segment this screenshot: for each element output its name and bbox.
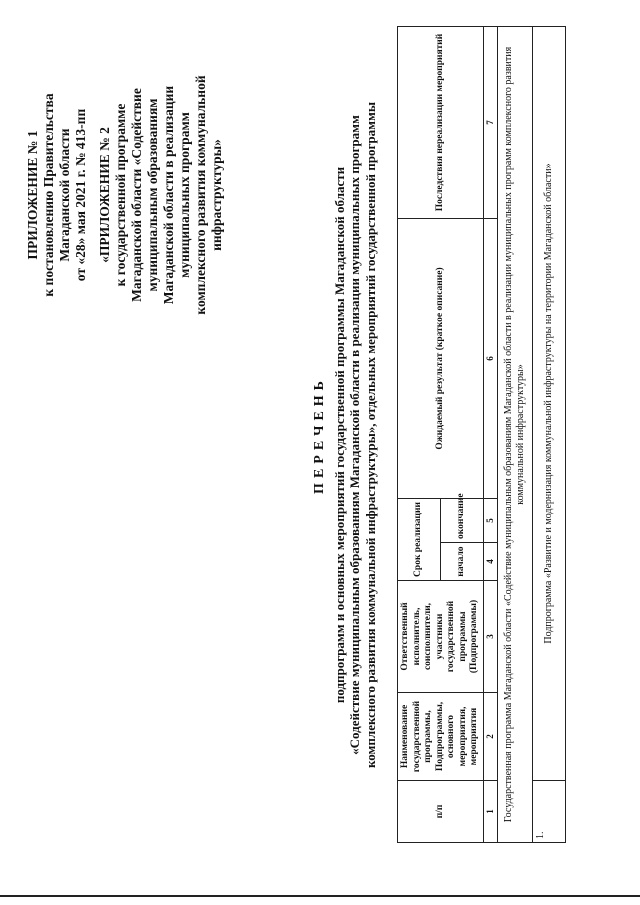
column-number: 3: [483, 581, 498, 693]
program-cell: Государственная программа Магаданской области «Содействие муниципальным образованиям Магаданской области в реализации муниципальных программ комплексного развития коммунальной инфраструктуры»: [498, 27, 533, 843]
title-line: комплексного развития коммунальной инфраструктуры», отдельных мероприятий государственной программы: [362, 102, 378, 769]
appendix-line: «ПРИЛОЖЕНИЕ № 2: [97, 127, 112, 263]
program-row: [498, 27, 533, 843]
header-cell-result: Ожидаемый результат (краткое описание): [398, 219, 484, 499]
subprogram-number: 1.: [533, 781, 566, 843]
header-cell-start: начало: [440, 543, 483, 581]
title-line: подпрограмм и основных мероприятий государственной программы Магаданской области: [331, 166, 347, 704]
column-number-row: [483, 27, 498, 843]
appendix-line: Магаданской области в реализации: [161, 85, 176, 305]
header-cell-name: Наименование государственной программы, Подпрограммы, основного мероприятия, мероприятия: [398, 693, 484, 781]
rotated-document-page: [17, 15, 622, 855]
spacer: [89, 25, 97, 365]
appendix-line: инфраструктуры»: [209, 139, 224, 251]
appendix-line: ПРИЛОЖЕНИЕ № 1: [25, 130, 40, 260]
header-cell-num: п/п: [398, 781, 484, 843]
title-line: «Содействие муниципальным образованиям Магаданской области в реализации муниципальных программ: [347, 115, 362, 755]
document-title: ПЕРЕЧЕНЬ: [312, 376, 327, 494]
appendix-line: к постановлению Правительства: [41, 93, 56, 297]
header-cell-end: окончание: [440, 499, 483, 543]
document-title-block: [312, 15, 378, 855]
column-number: 5: [483, 499, 498, 543]
column-number: 7: [483, 27, 498, 219]
header-cell-executor: Ответственный исполнитель, соисполнители, участники государственной программы (Подпрограммы): [398, 581, 484, 693]
column-number: 4: [483, 543, 498, 581]
appendix-line: муниципальных программ: [177, 112, 192, 278]
column-number: 1: [483, 781, 498, 843]
program-table: [397, 26, 566, 843]
header-cell-period: Срок реализации: [398, 499, 441, 581]
subprogram-cell: Подпрограмма «Развитие и модернизация коммунальной инфраструктуры на территории Магаданской области»: [533, 27, 566, 781]
appendix-header: [25, 25, 225, 365]
bottom-rule: [0, 895, 640, 897]
header-cell-consequences: Последствия нереализации мероприятий: [398, 27, 484, 219]
subprogram-row: [533, 27, 566, 843]
appendix-line: Магаданской области: [57, 128, 72, 262]
appendix-line: комплексного развития коммунальной: [193, 75, 208, 315]
appendix-line: Магаданской области «Содействие: [129, 88, 144, 302]
column-number: 6: [483, 219, 498, 499]
table-header-row: [398, 27, 441, 843]
appendix-line: к государственной программе: [113, 103, 128, 287]
column-number: 2: [483, 693, 498, 781]
appendix-line: от «28» мая 2021 г. № 413-пп: [73, 108, 88, 282]
appendix-line: муниципальным образованиям: [145, 98, 160, 292]
